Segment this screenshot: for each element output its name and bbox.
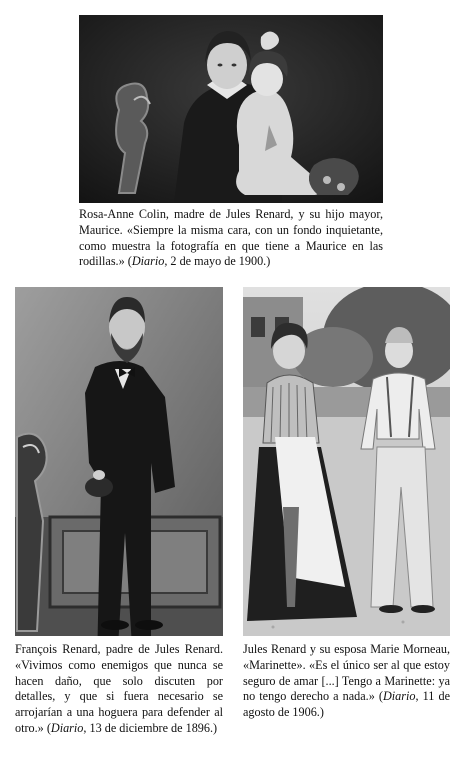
caption-right-text: Jules Renard y su esposa Marie Morneau, «Marinette». «Es el único ser al que estoy seguro de amar [...] Tengo a Marinette: ya no tengo derecho a nada.» ( bbox=[243, 642, 450, 704]
caption-left-date: , 13 de diciembre de 1896.) bbox=[83, 720, 218, 735]
caption-top-source: Diario bbox=[131, 254, 165, 269]
caption-francois-renard bbox=[15, 642, 223, 737]
caption-top-text: Rosa-Anne Colin, madre de Jules Renard, y su hijo mayor, Maurice. «Siempre la misma cara, con un fondo inquietante, como muestra la fotografía en que tiene a Maurice en las rodillas.» ( bbox=[79, 207, 383, 269]
photo-mother-and-child bbox=[79, 15, 383, 203]
caption-right-date: , 11 de agosto de 1906.) bbox=[243, 689, 450, 720]
caption-right-source: Diario bbox=[382, 689, 416, 704]
caption-mother-and-child bbox=[79, 207, 383, 270]
photo-francois-renard bbox=[15, 287, 223, 636]
photo-jules-and-marinette bbox=[243, 287, 450, 636]
caption-jules-and-marinette bbox=[243, 642, 450, 721]
caption-left-source: Diario bbox=[50, 720, 84, 735]
caption-top-date: , 2 de mayo de 1900.) bbox=[164, 254, 271, 269]
caption-left-text: François Renard, padre de Jules Renard. «Vivimos como enemigos que nunca se hacen daño, que solo discuten por detalles, y que si fuera necesario se arrojarían a una hoguera para defender al otro.» ( bbox=[15, 642, 223, 735]
